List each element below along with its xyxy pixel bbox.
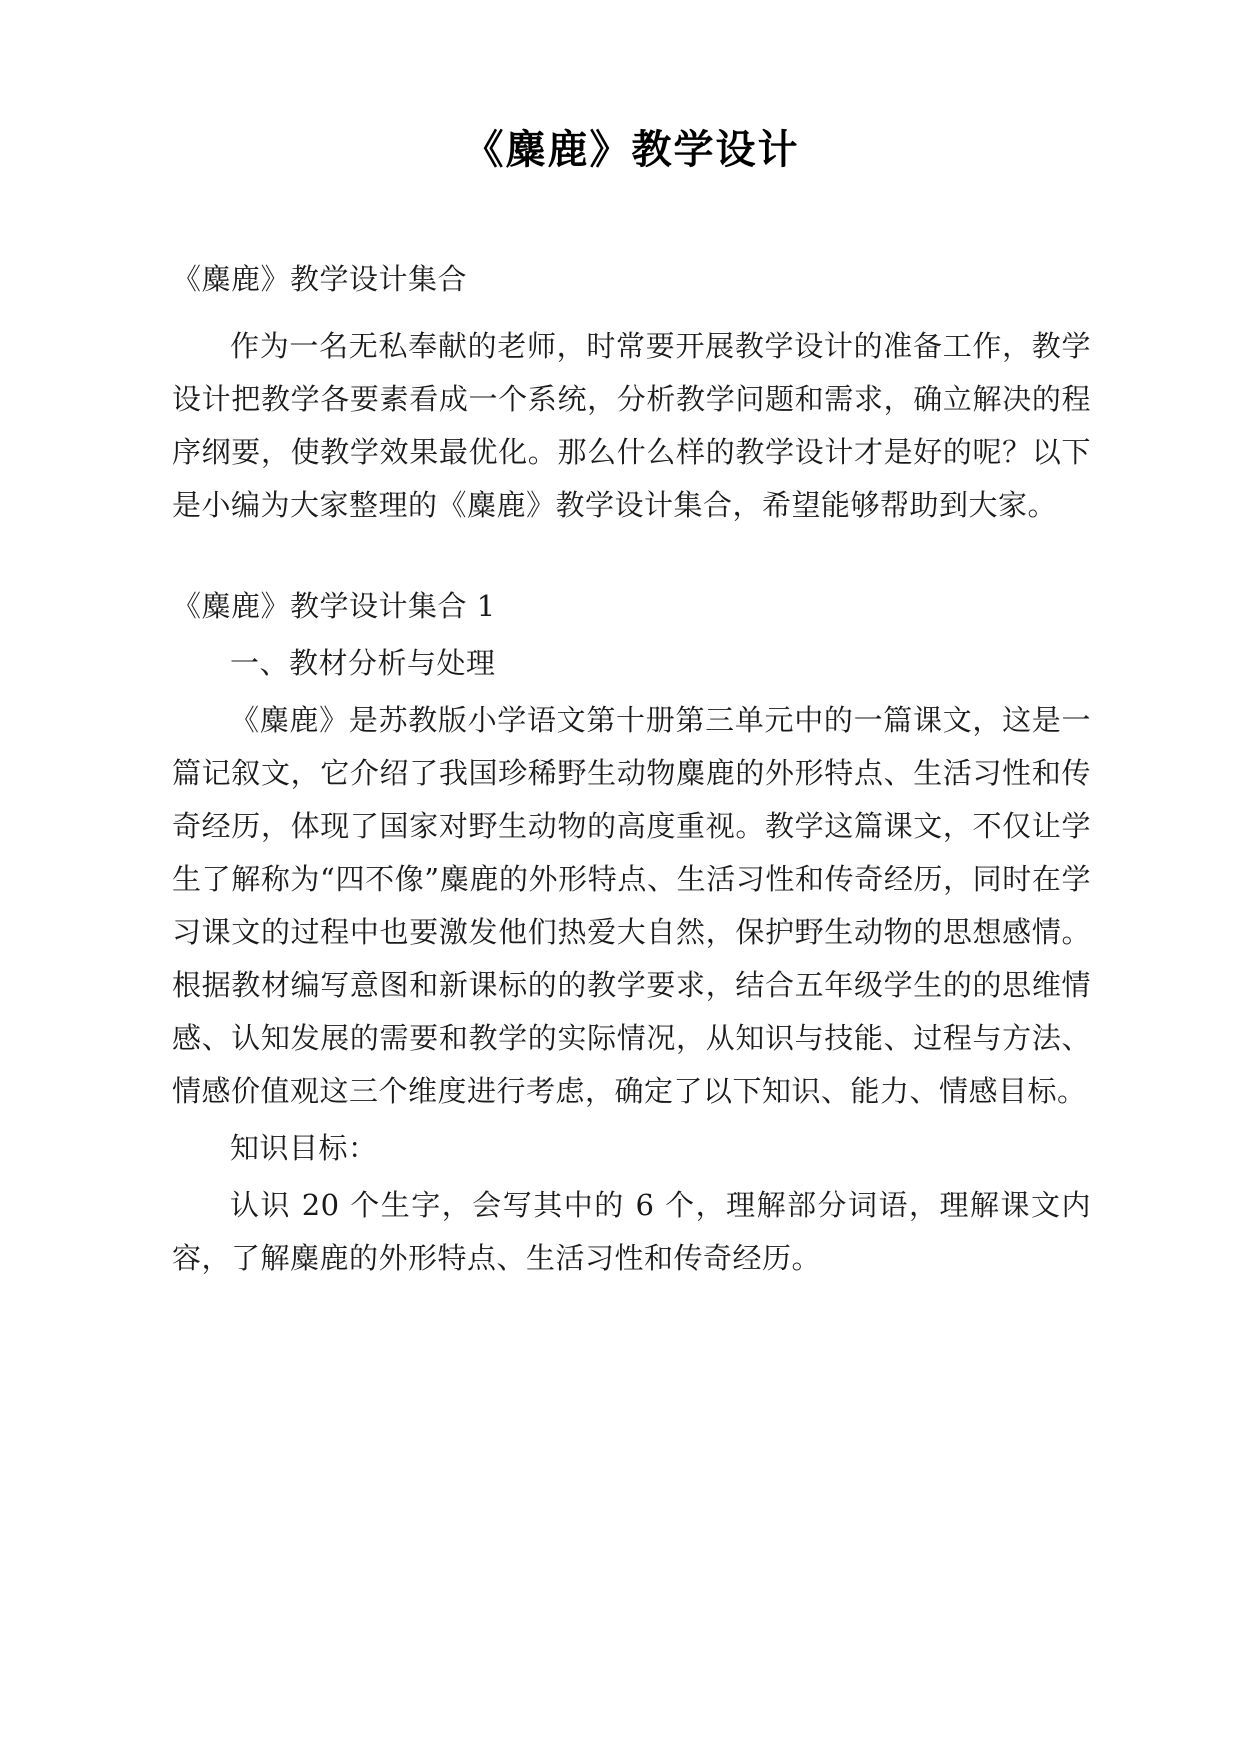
paragraph-section-title-1: 《麋鹿》教学设计集合 1 [172,589,496,623]
paragraph-knowledge-goal-label: 知识目标： [230,1131,378,1165]
paragraph-knowledge-goal-body: 认识 20 个生字，会写其中的 6 个，理解部分词语，理解课文内容，了解麋鹿的外形特点、生活习性和传奇经历。 [172,1188,1091,1275]
paragraph-heading-collection: 《麋鹿》教学设计集合 [172,262,468,296]
page-title: 《麋鹿》教学设计 [463,127,800,173]
paragraph-section-heading-1-1: 一、教材分析与处理 [230,646,496,680]
paragraph-intro-body: 作为一名无私奉献的老师，时常要开展教学设计的准备工作，教学设计把教学各要素看成一个系统，分析教学问题和需求，确立解决的程序纲要，使教学效果最优化。那么什么样的教学设计才是好的呢？以下是小编为大家整理的《麋鹿》教学设计集合，希望能够帮助到大家。 [172,329,1091,522]
paragraph-analysis-body: 《麋鹿》是苏教版小学语文第十册第三单元中的一篇课文，这是一篇记叙文，它介绍了我国珍稀野生动物麋鹿的外形特点、生活习性和传奇经历，体现了国家对野生动物的高度重视。教学这篇课文，不仅让学生了解称为“四不像”麋鹿的外形特点、生活习性和传奇经历，同时在学习课文的过程中也要激发他们热爱大自然，保护野生动物的思想感情。根据教材编写意图和新课标的的教学要求，结合五年级学生的的思维情感、认知发展的需要和教学的实际情况，从知识与技能、过程与方法、情感价值观这三个维度进行考虑，确定了以下知识、能力、情感目标。 [172,703,1091,1108]
